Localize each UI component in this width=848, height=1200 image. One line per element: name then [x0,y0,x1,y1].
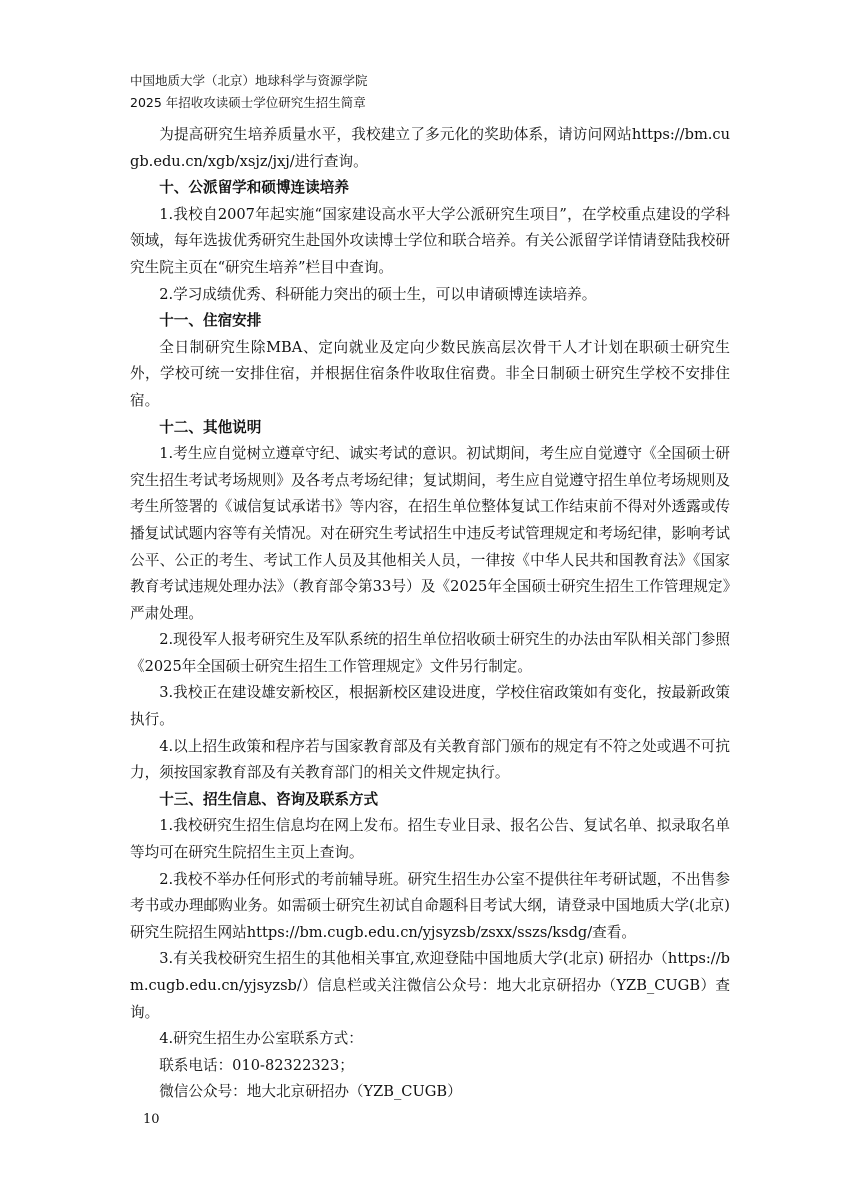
paragraph-11: 全日制研究生除MBA、定向就业及定向少数民族高层次骨干人才计划在职硕士研究生外，学校可统一安排住宿，并根据住宿条件收取住宿费。非全日制硕士研究生学校不安排住宿。 [130,338,730,409]
section-heading-10: 十、公派留学和硕博连读培养 [159,179,349,197]
header-institution: 中国地质大学（北京）地球科学与资源学院 [130,73,368,88]
paragraph-12-2: 2.现役军人报考研究生及军队系统的招生单位招收硕士研究生的办法由军队相关部门参照《2025年全国硕士研究生招生工作管理规定》文件另行制定。 [130,631,730,675]
page-number: 10 [143,1112,160,1127]
section-heading-11: 十一、住宿安排 [159,312,262,330]
paragraph-13-3: 3.有关我校研究生招生的其他相关事宜,欢迎登陆中国地质大学(北京) 研招办（https://bm.cugb.edu.cn/yjsyzsb/）信息栏或关注微信公众号：地大北京研招办（YZB_CUGB）查询。 [130,950,730,1021]
paragraph-12-4: 4.以上招生政策和程序若与国家教育部及有关教育部门颁布的规定有不符之处或遇不可抗力，须按国家教育部及有关教育部门的相关文件规定执行。 [130,737,730,782]
contact-phone: 联系电话：010-82322323； [159,1056,354,1074]
paragraph-13-2: 2.我校不举办任何形式的考前辅导班。研究生招生办公室不提供往年考研试题，不出售参考书或办理邮购业务。如需硕士研究生初试自命题科目考试大纲，请登录中国地质大学(北京)研究生院招生网站https://bm.cugb.edu.cn/yjsyzsb/zsxx/sszs/ksdg/查看。 [130,870,730,941]
header-document-title: 2025 年招收攻读硕士学位研究生招生简章 [130,95,366,110]
paragraph-scholarship: 为提高研究生培养质量水平，我校建立了多元化的奖助体系，请访问网站https://bm.cugb.edu.cn/xgb/xsjz/jxj/进行查询。 [130,126,730,170]
paragraph-13-1: 1.我校研究生招生信息均在网上发布。招生专业目录、报名公告、复试名单、拟录取名单等均可在研究生院招生主页上查询。 [130,817,730,862]
paragraph-12-3: 3.我校正在建设雄安新校区，根据新校区建设进度，学校住宿政策如有变化，按最新政策执行。 [130,684,730,729]
paragraph-10-2: 2.学习成绩优秀、科研能力突出的硕士生，可以申请硕博连读培养。 [159,285,597,303]
page-header [130,70,730,114]
paragraph-13-4: 4.研究生招生办公室联系方式： [159,1030,363,1048]
section-heading-13: 十三、招生信息、咨询及联系方式 [159,790,379,808]
paragraph-10-1: 1.我校自2007年起实施“国家建设高水平大学公派研究生项目”，在学校重点建设的学科领域，每年选拔优秀研究生赴国外攻读博士学位和联合培养。有关公派留学详情请登陆我校研究生院主页在“研究生培养”栏目中查询。 [130,205,730,276]
section-heading-12: 十二、其他说明 [159,418,262,436]
paragraph-12-1: 1.考生应自觉树立遵章守纪、诚实考试的意识。初试期间，考生应自觉遵守《全国硕士研究生招生考试考场规则》及各考点考场纪律；复试期间，考生应自觉遵守招生单位考场规则及考生所签署的《诚信复试承诺书》等内容，在招生单位整体复试工作结束前不得对外透露或传播复试试题内容等有关情况。对在研究生考试招生中违反考试管理规定和考场纪律，影响考试公平、公正的考生、考试工作人员及其他相关人员，一律按《中华人民共和国教育法》《国家教育考试违规处理办法》（教育部令第33号）及《2025年全国硕士研究生招生工作管理规定》严肃处理。 [130,445,730,622]
document-body [130,122,730,1106]
contact-wechat: 微信公众号：地大北京研招办（YZB_CUGB） [159,1083,462,1101]
